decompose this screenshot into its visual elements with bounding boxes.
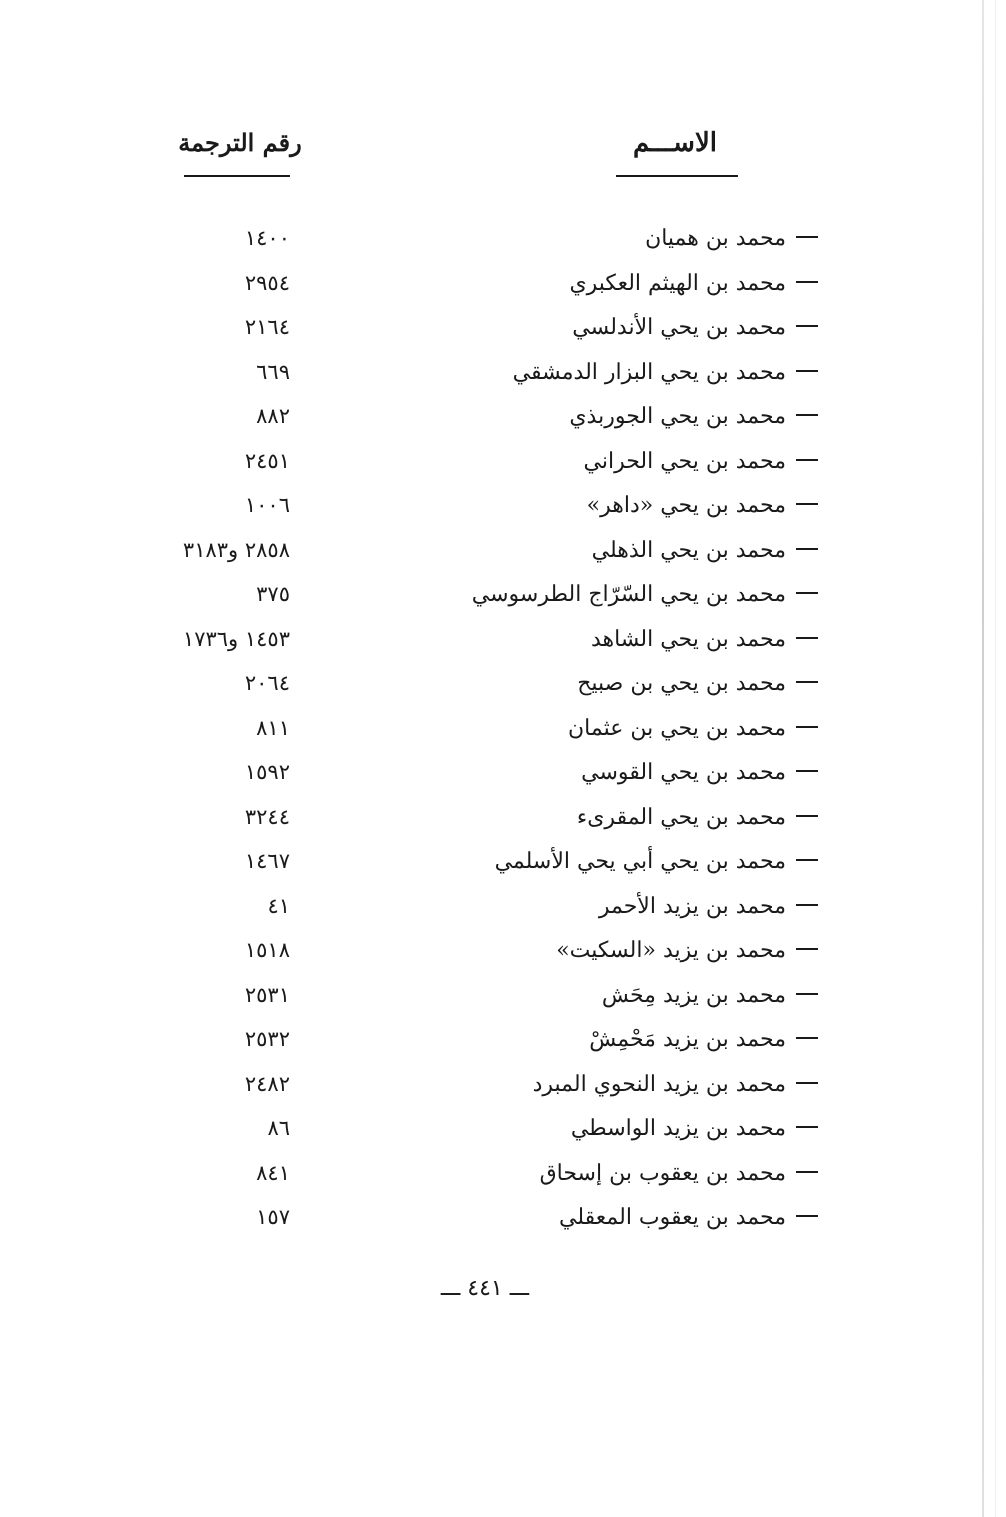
entry-number: ٨٦ [267, 1116, 290, 1140]
entry-dash [796, 993, 818, 995]
entry-number: ١٥٩٢ [244, 760, 290, 784]
entry-name: محمد بن يحي بن عثمان [568, 715, 786, 741]
entry-number: ١٠٠٦ [244, 493, 290, 517]
index-row [0, 534, 1006, 579]
index-row [0, 445, 1006, 490]
name-column-underline [616, 175, 738, 177]
entry-name: محمد بن يحي السّرّاج الطرسوسي [471, 582, 786, 607]
entry-number: ٤١ [267, 893, 290, 918]
entry-number: ٨٤١ [256, 1160, 290, 1185]
entry-dash [796, 726, 818, 728]
entry-dash [796, 414, 818, 416]
page-number: ـــ ٤٤١ ـــ [440, 1276, 530, 1301]
index-row [0, 801, 1006, 846]
entry-dash [796, 681, 818, 683]
entry-number: ١٥١٨ [244, 938, 290, 962]
entry-number: ٢٥٣٢ [244, 1027, 290, 1051]
entry-name: محمد بن يحي بن صبيح [577, 671, 786, 696]
entry-name: محمد بن يحي الجوربذي [569, 404, 786, 429]
number-column-underline [184, 175, 290, 177]
index-row [0, 1068, 1006, 1113]
entry-number: ٢٤٥١ [244, 448, 290, 473]
number-column-header: رقم الترجمة [178, 128, 302, 157]
entry-name: محمد بن الهيثم العكبري [569, 270, 786, 296]
entry-name: محمد بن يزيد مَحْمِشْ [589, 1027, 786, 1052]
entry-dash [796, 548, 818, 550]
entry-number: ١٥٧ [256, 1205, 290, 1229]
entry-dash [796, 281, 818, 283]
index-row [0, 578, 1006, 623]
entry-number: ١٤٦٧ [244, 849, 290, 873]
entry-number: ٣٧٥ [256, 582, 290, 606]
entry-name: محمد بن يحي الشاهد [590, 626, 786, 652]
entry-number: ٢١٦٤ [244, 315, 290, 339]
entry-dash [796, 770, 818, 772]
index-row [0, 400, 1006, 445]
index-row [0, 756, 1006, 801]
entry-number: ٢٤٨٢ [244, 1071, 290, 1096]
entry-name: محمد بن يزيد النحوي المبرد [532, 1071, 786, 1097]
index-row [0, 890, 1006, 935]
entry-number: ٨١١ [256, 715, 290, 740]
entry-number: ٢٨٥٨ و٣١٨٣ [182, 537, 290, 562]
entry-number: ٢٠٦٤ [244, 671, 290, 695]
entry-name: محمد بن يزيد «السكيت» [556, 938, 786, 963]
entry-dash [796, 370, 818, 372]
index-row [0, 712, 1006, 757]
entry-name: محمد بن يحي الحراني [583, 448, 786, 474]
index-row [0, 222, 1006, 267]
index-row [0, 311, 1006, 356]
entry-name: محمد بن هميان [645, 226, 786, 251]
entry-dash [796, 948, 818, 950]
entry-dash [796, 1126, 818, 1128]
entry-number: ١٤٠٠ [244, 226, 290, 250]
entry-dash [796, 236, 818, 238]
entry-dash [796, 904, 818, 906]
entry-dash [796, 1037, 818, 1039]
entry-dash [796, 637, 818, 639]
entry-name: محمد بن يحي أبي يحي الأسلمي [494, 849, 786, 874]
entry-name: محمد بن يحي الأندلسي [572, 315, 786, 340]
entry-name: محمد بن يعقوب المعقلي [559, 1205, 786, 1230]
entry-number: ٢٥٣١ [244, 982, 290, 1007]
index-row [0, 1201, 1006, 1246]
entry-number: ١٤٥٣ و١٧٣٦ [182, 626, 290, 651]
entry-dash [796, 592, 818, 594]
entry-name: محمد بن يحي المقرىء [576, 804, 786, 830]
index-row [0, 667, 1006, 712]
entry-dash [796, 459, 818, 461]
entry-dash [796, 503, 818, 505]
index-row [0, 623, 1006, 668]
entry-number: ٣٢٤٤ [244, 804, 290, 829]
entry-name: محمد بن يحي الذهلي [591, 537, 786, 563]
index-row [0, 934, 1006, 979]
entry-dash [796, 1215, 818, 1217]
index-entries [0, 222, 1006, 1246]
entry-number: ٦٦٩ [256, 359, 290, 384]
entry-dash [796, 1082, 818, 1084]
index-row [0, 1112, 1006, 1157]
entry-name: محمد بن يزيد مِحَش [601, 982, 786, 1008]
entry-dash [796, 1171, 818, 1173]
entry-dash [796, 815, 818, 817]
entry-name: محمد بن يحي «داهر» [586, 493, 786, 518]
index-row [0, 979, 1006, 1024]
index-row [0, 267, 1006, 312]
index-row [0, 1023, 1006, 1068]
entry-name: محمد بن يحي القوسي [581, 760, 786, 785]
entry-number: ٢٩٥٤ [244, 270, 290, 295]
entry-name: محمد بن يعقوب بن إسحاق [539, 1160, 786, 1186]
name-column-header: الاســـم [633, 128, 717, 158]
entry-dash [796, 859, 818, 861]
index-row [0, 356, 1006, 401]
index-row [0, 1157, 1006, 1202]
entry-name: محمد بن يحي البزار الدمشقي [512, 359, 786, 385]
entry-number: ٨٨٢ [256, 404, 290, 428]
entry-dash [796, 325, 818, 327]
entry-name: محمد بن يزيد الواسطي [570, 1116, 786, 1141]
entry-name: محمد بن يزيد الأحمر [598, 893, 786, 919]
index-row [0, 489, 1006, 534]
index-row [0, 845, 1006, 890]
